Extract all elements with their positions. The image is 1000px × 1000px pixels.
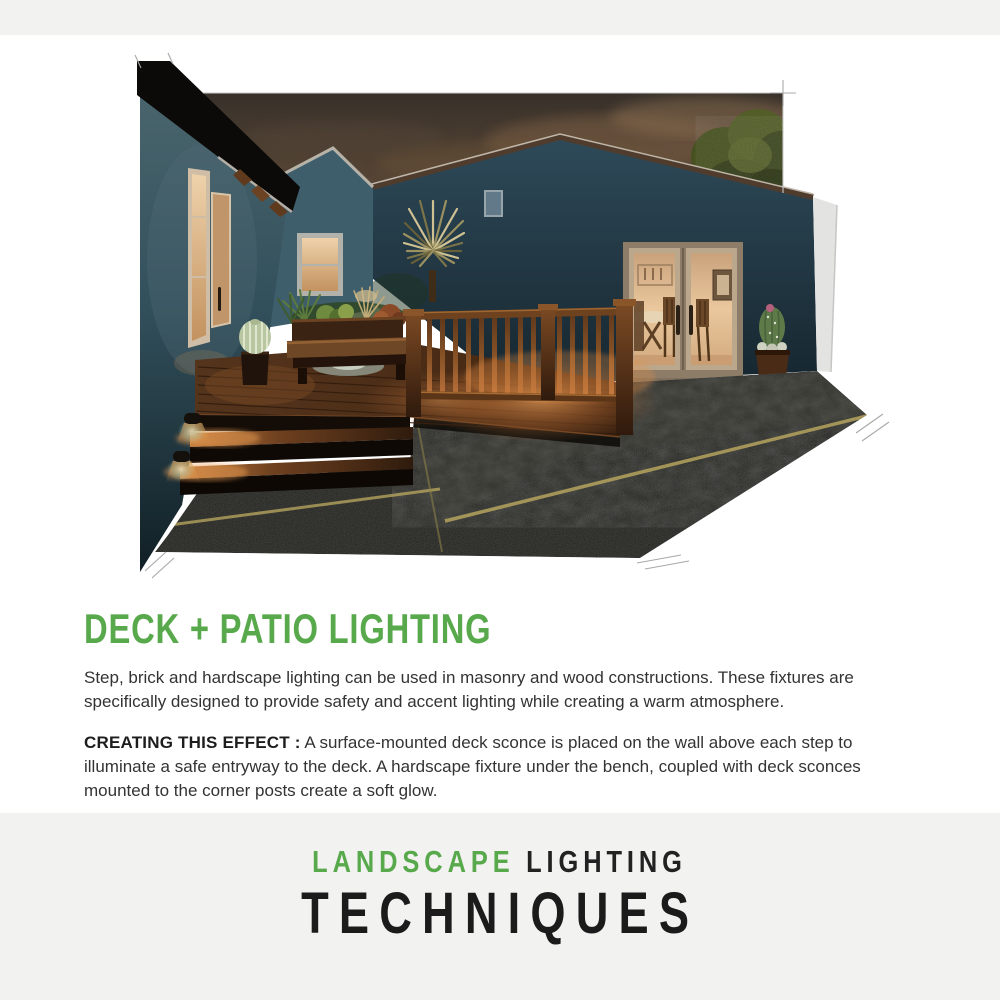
creating-effect-label: CREATING THIS EFFECT : bbox=[84, 733, 301, 752]
effect-paragraph-text: A surface-mounted deck sconce is placed on the wall above each step to illuminate a safe entryway to the deck. A hardscape fixture under the bench, coupled with deck sconces mounted to the corner posts create a soft glow. bbox=[84, 733, 861, 800]
effect-paragraph bbox=[84, 731, 920, 803]
french-doors bbox=[619, 242, 747, 383]
brand-word-lighting: LIGHTING bbox=[526, 844, 688, 879]
back-lit-window bbox=[297, 233, 343, 296]
door-pull-handle bbox=[218, 287, 221, 311]
door-handle-right bbox=[689, 305, 693, 335]
railing-left-post bbox=[406, 313, 421, 417]
brand-word-landscape: LANDSCAPE bbox=[312, 844, 516, 879]
footer-banner bbox=[0, 813, 1000, 1000]
footer-title: TECHNIQUES bbox=[300, 881, 699, 946]
page-title bbox=[84, 605, 920, 652]
railing-mid-post bbox=[541, 308, 555, 400]
intro-paragraph: Step, brick and hardscape lighting can be used in masonry and wood constructions. These fixtures are specifically designed to provide safety and accent lighting while creating a warm atmosphere. bbox=[84, 668, 854, 711]
text-section bbox=[84, 605, 920, 820]
potted-cactus-left bbox=[239, 319, 271, 385]
deck-patio-illustration bbox=[140, 65, 870, 580]
deck-patio-scene bbox=[140, 65, 870, 580]
left-lit-window bbox=[188, 168, 210, 348]
railing-right-post bbox=[616, 303, 633, 435]
left-glass-door bbox=[212, 193, 230, 327]
top-gray-strip bbox=[0, 0, 1000, 35]
door-handle-left bbox=[676, 305, 680, 335]
brand-line bbox=[313, 846, 688, 877]
small-gable-window bbox=[485, 191, 502, 216]
section-heading: DECK + PATIO LIGHTING bbox=[84, 605, 492, 652]
